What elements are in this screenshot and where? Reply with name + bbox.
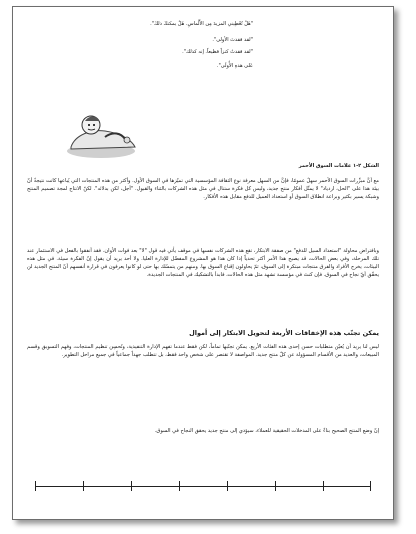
- document-page: [12, 6, 394, 520]
- quote-line: "هَلْ تُعْطِيني المزيدَ مِن الأَلْماسِ. هَلْ يمكنكَ ذلكَ".: [150, 21, 253, 27]
- cartoon-figure-illustration: [61, 107, 147, 163]
- paragraph: وبافتراض محاولة "استعداد السيل للدفع" من صفقة الابتكار، تقع هذه الشركات نفسها في موقف يأتي فيه قول "لا" بعد فوات الأوان. فقد أنفقوا بالفعل في الاستثمار عند تلك المرحلة، وفي بعض الحالات، قد يصبح هذا الأمر أكثر تحدياً إذا كان هذا هو المشروع المفضّل للإدارة العليا. ولا أحد يريد أن يقول إنّ الفكرة سيئة. في مثل هذه البيئات، يخرج الأفراد والفرق منتجات مبتكرة إلى السوق، ثمّ يحاولون إقناع السوق بها. ومنهم من يتمسّك بها حتى لو كانوا يعرفون في قرارة أنفسهم أنّ المنتج الجديد لن يحقّق أيّ نجاح في السوق. فإن كنتَ في مؤسسة تشهد مثل هذه الحالات، فابدأ بالتشكيك في المنتجات الجديدة.: [27, 248, 379, 278]
- quote-line: "لقد فقدتُ كنزاً فظيعاً. إنه كذلك".: [182, 49, 253, 55]
- paragraph: مع أنَّ مبرِّرات السوق الأحمر سهلٌ عمومًا، فإنَّ من السهل معرفة نوع الثقافة المؤسسية التي تميّزها في السوق الأول. وأكثر من هذه المنتجات التي يُباعها كانت نتيجةً أنّ بيئة هذا على "الحل، ازدياد" لا يمثّل أفكار منتج جديد، وليس كل فكرة ستنال في مثل هذه الشركات بالثناء والقبول. "أجل، لكن بدلائه". لكنّ الانتاج لمجة تصميم المنتج وشبكة يسير بكثير وبراعة انطلاق السوق أو استعداد العميل للدفع مقابل هذه الأفكار.: [27, 178, 379, 200]
- paragraph: إنّ وضع المنتج الصحيح بناءً على المدخلات الحقيقية للعملاء، سيؤدي إلى منتج جديد يحقق النجاح في السوق.: [154, 428, 379, 434]
- ruler-tick: [83, 481, 84, 491]
- page-ruler: [35, 481, 371, 491]
- ruler-tick: [370, 481, 371, 491]
- ruler-tick: [179, 481, 180, 491]
- section-heading: يمكن تجنّب هذه الإخفاقات الأربعة لتحويل الابتكار إلى أموال: [189, 329, 379, 337]
- ruler-tick: [227, 481, 228, 491]
- ruler-line: [35, 486, 371, 487]
- ruler-tick: [323, 481, 324, 491]
- figure-caption: الشكل ٢-١ علامات السوق الأحمر: [298, 163, 379, 169]
- quote-line: "لقد فقدتَ الأولى".: [212, 37, 253, 43]
- ruler-tick: [275, 481, 276, 491]
- ruler-tick: [35, 481, 36, 491]
- ruler-tick: [131, 481, 132, 491]
- paragraph: ليس لنا يريد أن يُعيّن متطلبات حسن إحدى هذه الفئات الأربع. يمكن تجنّبها تماماً، لكن فقط عندما تفهم الإدارة التنفيذية، وتُحسِن تنظيم المنتجات، وفهم التسويق وقسم المبيعات، والعديد من الأقسام المسؤولة عن كلّ منتج جديد. المواصفة لا تقتصر على شخص واحد فقط، بل تتطلب جهداً جماعياً في جميع مراحل التطوير.: [27, 344, 379, 358]
- quote-line: عَلى هذهِ الأُولَى".: [216, 63, 253, 69]
